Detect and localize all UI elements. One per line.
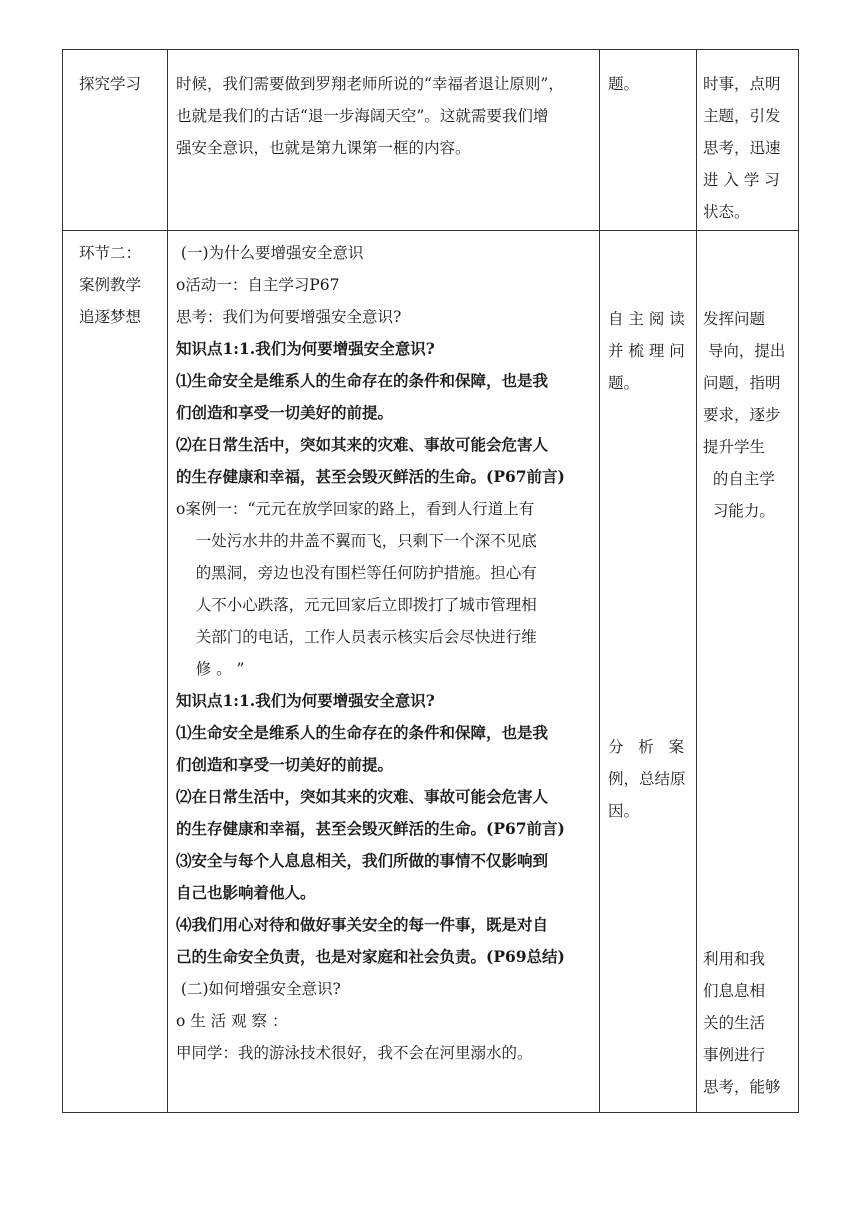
text-line: 进 入 学 习 <box>703 171 780 189</box>
content-cell <box>168 50 600 231</box>
text-line: 自己也影响着他人。 <box>176 883 316 902</box>
text-line: 关的生活 <box>703 1014 766 1032</box>
text-line: 人不小心跌落，元元回家后立即拨打了城市管理相 <box>176 596 537 614</box>
text-line: 探究学习 <box>79 75 142 93</box>
text-line: 的自主学 <box>703 470 775 488</box>
text-line: 问题，指明 <box>703 374 781 392</box>
text-line: (二)如何增强安全意识? <box>176 980 341 998</box>
table-row <box>63 231 799 1113</box>
text-line: 提升学生 <box>703 438 766 456</box>
text-line: 关部门的电话，工作人员表示核实后会尽快进行维 <box>176 628 537 646</box>
content-cell <box>168 231 600 1113</box>
text-line: 思考，迅速 <box>703 139 781 157</box>
text-line: ⑴生命安全是维系人的生命存在的条件和保障，也是我 <box>176 723 549 742</box>
student-activity-cell <box>600 231 697 1113</box>
text-line: 要求，逐步 <box>703 406 781 424</box>
text-line: o活动一：自主学习P67 <box>176 276 340 294</box>
text-line: 的生存健康和幸福，甚至会毁灭鲜活的生命。(P67前言) <box>176 467 565 486</box>
text-line: 发挥问题 <box>703 310 766 328</box>
text-line: 思考：我们为何要增强安全意识? <box>176 308 402 326</box>
stage-label <box>63 231 167 333</box>
design-intent-cell <box>697 231 799 1113</box>
text-line: 追逐梦想 <box>79 308 142 326</box>
text-line: 时候，我们需要做到罗翔老师所说的“幸福者退让原则”， <box>176 75 564 93</box>
text-line: 并 梳 理 问 <box>608 342 685 360</box>
text-line: 时事，点明 <box>703 75 781 93</box>
text-line: 的黑洞，旁边也没有围栏等任何防护措施。担心有 <box>176 564 537 582</box>
text-line: 思考，能够 <box>703 1078 781 1096</box>
text-line: (一)为什么要增强安全意识 <box>176 244 364 262</box>
student-activity-cell <box>600 50 697 231</box>
stage-cell <box>63 50 168 231</box>
text-line: 们息息相 <box>703 982 766 1000</box>
text-line: ⑴生命安全是维系人的生命存在的条件和保障，也是我 <box>176 371 549 390</box>
text-line: ⑵在日常生活中，突如其来的灾难、事故可能会危害人 <box>176 787 549 806</box>
text-line: o案例一：“元元在放学回家的路上，看到人行道上有 <box>176 500 535 518</box>
text-line: 主题，引发 <box>703 107 781 125</box>
text-line: 也就是我们的古话“退一步海阔天空”。这就需要我们增 <box>176 107 549 125</box>
content-text <box>168 50 599 164</box>
text-line: 习能力。 <box>703 502 775 520</box>
text-line: 的生存健康和幸福，甚至会毁灭鲜活的生命。(P67前言) <box>176 819 565 838</box>
design-intent-text <box>697 50 798 228</box>
text-line: 题。 <box>608 374 640 392</box>
text-line: 环节二： <box>79 244 142 262</box>
text-line: 利用和我 <box>703 950 766 968</box>
text-line: 己的生命安全负责，也是对家庭和社会负责。(P69总结) <box>176 947 565 966</box>
text-line: 自 主 阅 读 <box>608 310 685 328</box>
text-line: 事例进行 <box>703 1046 766 1064</box>
text-line: 导向，提出 <box>703 342 786 360</box>
content-text <box>168 231 599 1069</box>
text-line: 例，总结原 <box>608 770 686 788</box>
text-line: 知识点1:1.我们为何要增强安全意识? <box>176 691 435 710</box>
text-line: 修 。 ” <box>176 660 245 678</box>
student-activity-text <box>600 231 696 1111</box>
text-line: o 生 活 观 察 ： <box>176 1012 288 1030</box>
text-line: 们创造和享受一切美好的前提。 <box>176 403 394 422</box>
design-intent-text <box>697 231 798 1111</box>
text-line: 们创造和享受一切美好的前提。 <box>176 755 394 774</box>
text-line: 案例教学 <box>79 276 142 294</box>
table-row <box>63 50 799 231</box>
text-line: 强安全意识，也就是第九课第一框的内容。 <box>176 139 471 157</box>
design-intent-cell <box>697 50 799 231</box>
text-line: ⑵在日常生活中，突如其来的灾难、事故可能会危害人 <box>176 435 549 454</box>
lesson-plan-table <box>62 49 799 1113</box>
text-line: 分 析 案 <box>608 738 685 756</box>
stage-label <box>63 50 167 100</box>
text-line: 题。 <box>608 75 640 93</box>
text-line: ⑶安全与每个人息息相关，我们所做的事情不仅影响到 <box>176 851 549 870</box>
text-line: 状态。 <box>703 203 750 221</box>
text-line: 一处污水井的井盖不翼而飞，只剩下一个深不见底 <box>176 532 537 550</box>
text-line: ⑷我们用心对待和做好事关安全的每一件事，既是对自 <box>176 915 549 934</box>
student-activity-text <box>600 50 696 100</box>
text-line: 甲同学：我的游泳技术很好，我不会在河里溺水的。 <box>176 1044 533 1062</box>
stage-cell <box>63 231 168 1113</box>
text-line: 知识点1:1.我们为何要增强安全意识? <box>176 339 435 358</box>
text-line: 因。 <box>608 802 640 820</box>
